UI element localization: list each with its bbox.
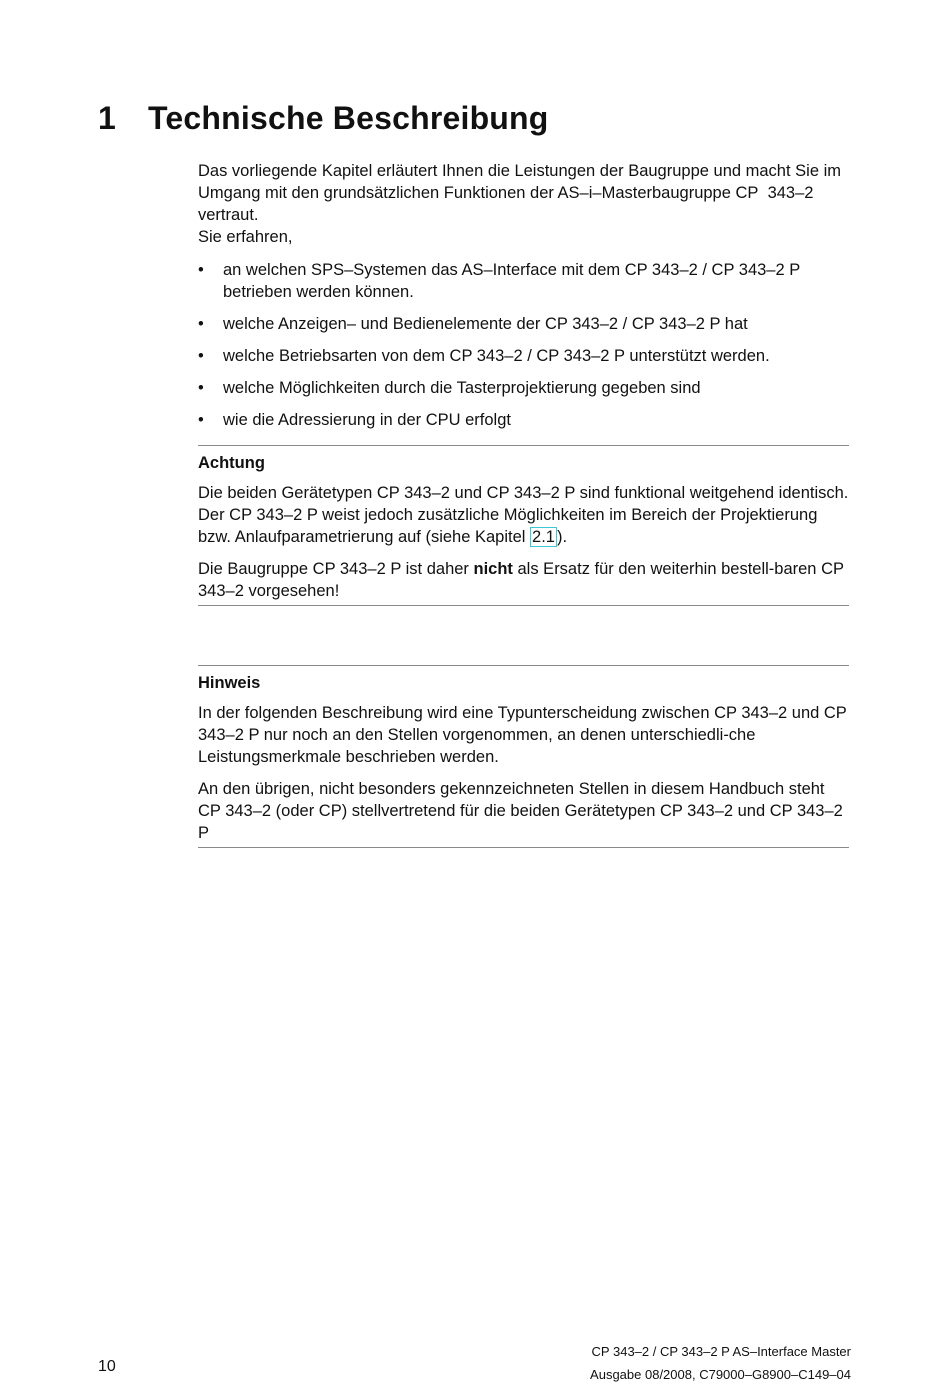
chapter-2-1-link[interactable]: 2.1 (532, 528, 555, 546)
bullet-icon: • (198, 379, 204, 397)
page-number: 10 (98, 1358, 116, 1375)
bullet-icon: • (198, 411, 204, 429)
list-item (198, 259, 849, 303)
chapter-body (198, 160, 849, 848)
caution-paragraph-1 (198, 482, 849, 548)
footer-edition: Ausgabe 08/2008, C79000–G8900–C149–04 (590, 1367, 851, 1382)
list-item-text: welche Betriebsarten von dem CP 343–2 / CP 343–2 P unterstützt werden. (223, 347, 770, 365)
list-item-text: welche Möglichkeiten durch die Tasterprojektierung gegeben sind (223, 379, 701, 397)
caution-box (198, 445, 849, 606)
caution-text-end: ). (556, 528, 568, 546)
topic-list (198, 259, 849, 431)
chapter-number: 1 (98, 100, 116, 136)
caution-heading: Achtung (198, 454, 265, 472)
footer-doc-title: CP 343–2 / CP 343–2 P AS–Interface Master (591, 1344, 851, 1359)
list-item (198, 313, 849, 335)
bullet-icon: • (198, 261, 204, 279)
notice-paragraph-2: An den übrigen, nicht besonders gekennzeichneten Stellen in diesem Handbuch steht CP 343–2 (oder CP) stellvertretend für die beiden Gerätetypen CP 343–2 und CP 343–2 P (198, 780, 843, 842)
list-item-text: wie die Adressierung in der CPU erfolgt (223, 411, 511, 429)
list-item-text: welche Anzeigen– und Bedienelemente der CP 343–2 / CP 343–2 P hat (223, 315, 748, 333)
list-item (198, 409, 849, 431)
notice-paragraph-1: In der folgenden Beschreibung wird eine Typunterscheidung zwischen CP 343–2 und CP 343–2 P nur noch an den Stellen vorgenommen, an denen unterschiedli-che Leistungsmerkmale beschrieben werden. (198, 704, 847, 766)
caution-text: Die Baugruppe CP 343–2 P ist daher (198, 560, 474, 578)
caution-paragraph-2 (198, 558, 849, 602)
list-item (198, 345, 849, 367)
intro-lead: Sie erfahren, (198, 228, 293, 246)
intro-paragraph: Das vorliegende Kapitel erläutert Ihnen die Leistungen der Baugruppe und macht Sie im Umgang mit den grundsätzlichen Funktionen der AS–i–Masterbaugruppe CP 343–2 vertraut. (198, 162, 841, 224)
caution-text-end: als Ersatz für den weiterhin bestell-baren CP 343–2 vorgesehen! (198, 560, 844, 600)
emphasis-text: nicht (473, 560, 513, 578)
list-item (198, 377, 849, 399)
list-item-text: an welchen SPS–Systemen das AS–Interface mit dem CP 343–2 / CP 343–2 P betrieben werden können. (223, 261, 800, 301)
notice-box (198, 665, 849, 848)
chapter-heading (98, 100, 549, 137)
caution-text: Die beiden Gerätetypen CP 343–2 und CP 343–2 P sind funktional weitgehend identisch. Der CP 343–2 P weist jedoch zusätzliche Möglichkeiten im Bereich der Projektierung bzw. Anlaufparametrierung auf (siehe Kapitel (198, 484, 849, 546)
bullet-icon: • (198, 347, 204, 365)
bullet-icon: • (198, 315, 204, 333)
chapter-title: Technische Beschreibung (148, 100, 549, 136)
notice-heading: Hinweis (198, 674, 261, 692)
